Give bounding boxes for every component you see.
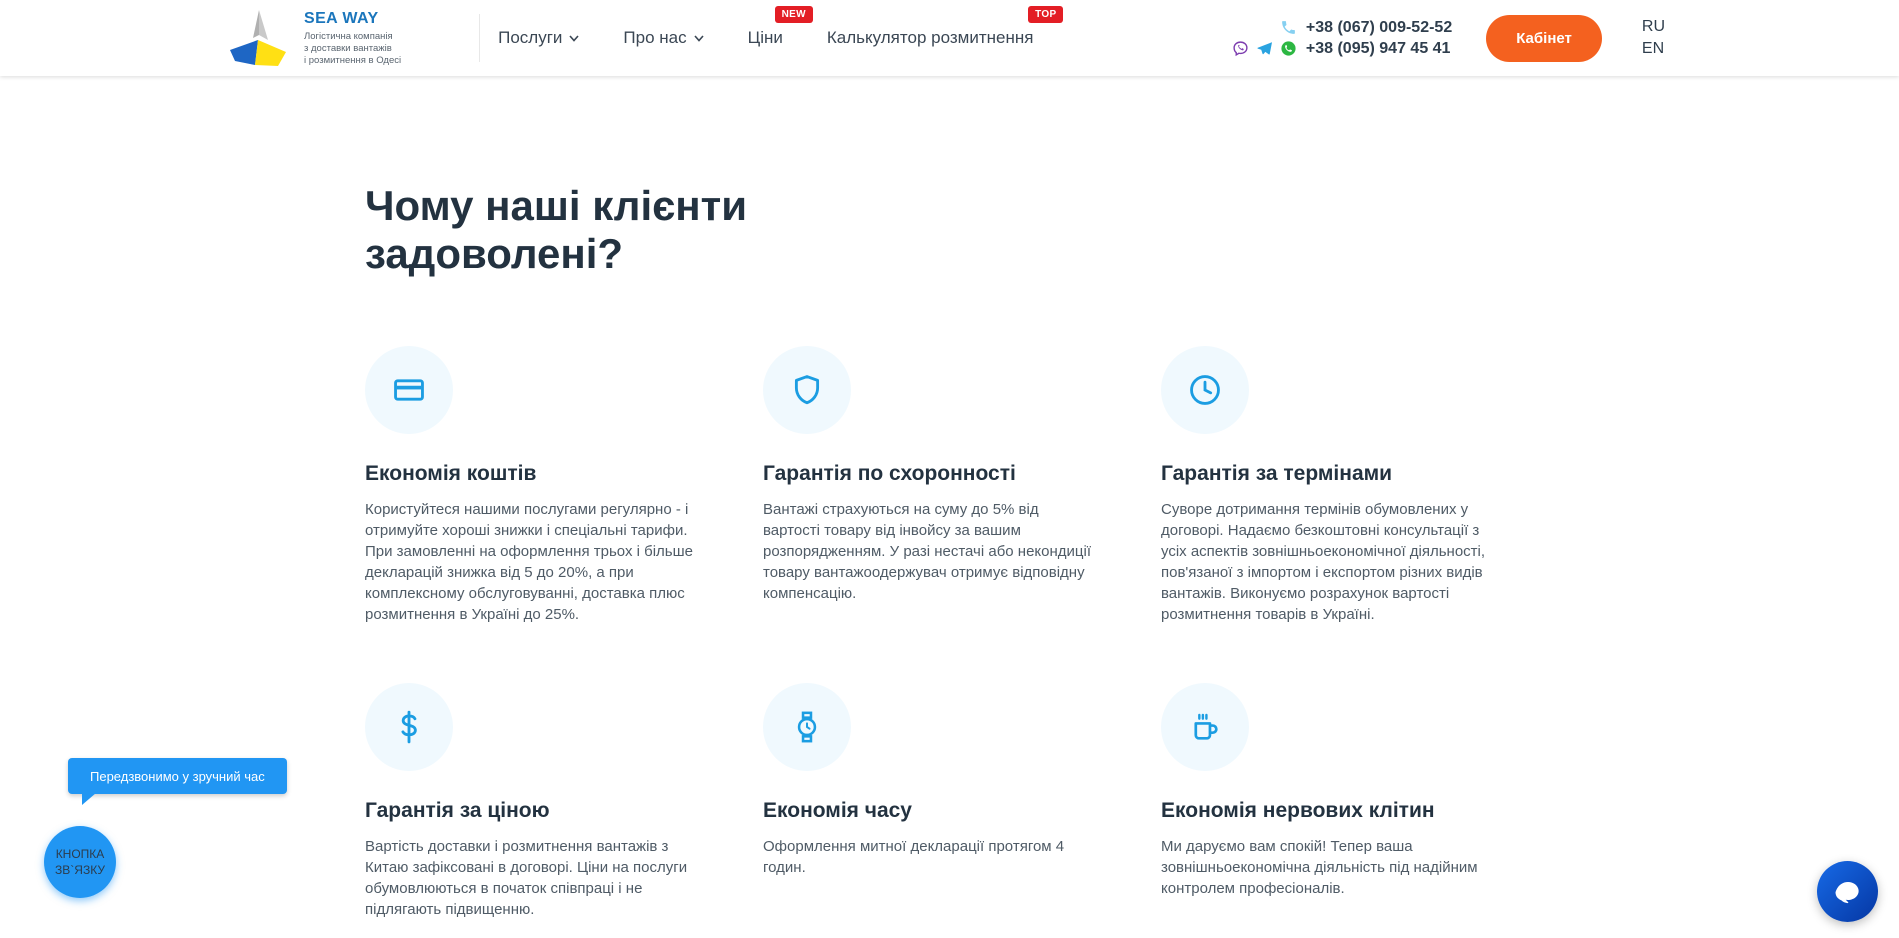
icon-circle (763, 683, 851, 771)
benefit-card-time-saving (763, 683, 1095, 920)
viber-icon[interactable] (1232, 40, 1249, 57)
card-title: Гарантія за термінами (1161, 462, 1393, 485)
card-text: Вартість доставки і розмитнення вантажів з Китаю зафіксовані в договорі. Ціни на послуги обумовлюються в початок співпраці і не підлягають підвищенню. (365, 838, 688, 918)
benefits-grid (365, 346, 1505, 920)
icon-circle (1161, 683, 1249, 771)
chat-button[interactable] (1817, 861, 1878, 922)
nav-item-label: Послуги (498, 28, 563, 47)
logo-tagline-line: з доставки вантажів (304, 42, 392, 54)
nav-item-services[interactable] (498, 28, 579, 48)
card-text: Користуйтеся нашими послугами регулярно - і отримуйте хороші знижки і спеціальні тарифи. При замовленні на оформлення трьох і більше декларацій знижка від 5 до 20%, а при комплексному обслуговуванні, доставка плюс розмитнення в Україні до 25%. (365, 501, 693, 623)
logo-tagline-line: і розмитнення в Одесі (304, 54, 402, 66)
icon-circle (1161, 346, 1249, 434)
chevron-down-icon (694, 35, 704, 42)
nav-item-label: Калькулятор розмитнення (826, 28, 1034, 47)
watch-icon (790, 710, 824, 744)
cabinet-button[interactable]: Кабінет (1486, 15, 1602, 62)
nav-item-about[interactable] (623, 28, 703, 48)
phone-number-1[interactable]: +38 (067) 009-52-52 (1305, 18, 1453, 36)
card-title: Економія часу (763, 799, 912, 822)
card-text: Ми даруємо вам спокій! Тепер ваша зовнішньоекономічна діяльність під надійним контролем професіоналів. (1161, 838, 1478, 897)
paper-boat-logo-icon (228, 9, 290, 67)
icon-circle (365, 346, 453, 434)
phone-number-2[interactable]: +38 (095) 947 45 41 (1305, 39, 1451, 57)
benefit-card-nerves-saving (1161, 683, 1493, 920)
phones-block (1228, 19, 1452, 58)
top-badge: TOP (1028, 6, 1063, 23)
main-nav (498, 9, 1057, 48)
card-title: Гарантія по схоронності (763, 462, 1016, 485)
card-text: Оформлення митної декларації протягом 4 годин. (763, 838, 1065, 876)
nav-item-prices[interactable] (747, 9, 806, 48)
card-text: Суворе дотримання термінів обумовлених у договорі. Надаємо безкоштовні консультації з усіх аспектів зовнішньоекономічної діяльності, пов'язаної з імпортом і експортом різних видів вантажів. Виконуємо розрахунок вартості розмитнення товарів в Україні. (1161, 501, 1486, 623)
chat-bubble-icon (1833, 877, 1863, 907)
logo-tagline (304, 31, 401, 67)
nav-item-customs-calculator[interactable] (826, 9, 1057, 48)
callback-button-label-line1: КНОПКА (55, 847, 105, 861)
lang-ru[interactable]: RU (1641, 18, 1665, 35)
card-title: Економія коштів (365, 462, 537, 485)
whatsapp-icon[interactable] (1280, 40, 1297, 57)
icon-circle (365, 683, 453, 771)
card-title: Гарантія за ціною (365, 799, 550, 822)
benefit-card-terms-guarantee (1161, 346, 1493, 625)
benefit-card-safety-guarantee (763, 346, 1095, 625)
coffee-mug-icon (1188, 710, 1222, 744)
callback-tooltip: Передзвонимо у зручний час (68, 758, 287, 794)
nav-item-label: Ціни (747, 28, 783, 47)
telegram-icon[interactable] (1256, 40, 1273, 57)
language-switcher (1642, 16, 1665, 60)
credit-card-icon (392, 373, 426, 407)
header-right (1228, 15, 1665, 62)
page-title: Чому наші клієнти задоволені? (365, 182, 748, 277)
card-text: Вантажі страхуються на суму до 5% від вартості товару від інвойсу за вашим розпорядженням. У разі нестачі або некондиції товару вантажоодержувач отримує відповідну компенсацію. (763, 501, 1092, 602)
callback-button[interactable] (44, 826, 116, 898)
clock-icon (1188, 373, 1222, 407)
benefit-card-money-saving (365, 346, 697, 625)
benefit-card-price-guarantee (365, 683, 697, 920)
nav-item-label: Про нас (623, 28, 687, 47)
new-badge: NEW (775, 6, 813, 23)
phone-icon-cell (1228, 19, 1306, 36)
logo-title: SEA WAY (304, 9, 379, 27)
messenger-icons (1228, 40, 1306, 57)
phone-icon (1280, 19, 1297, 36)
card-title: Економія нервових клітин (1161, 799, 1435, 822)
logo[interactable] (228, 9, 401, 67)
lang-en[interactable]: EN (1641, 40, 1665, 57)
icon-circle (763, 346, 851, 434)
dollar-icon (392, 710, 426, 744)
callback-button-label-line2: ЗВ`ЯЗКУ (55, 863, 105, 877)
shield-icon (790, 373, 824, 407)
chevron-down-icon (569, 35, 579, 42)
header-divider (479, 14, 480, 62)
site-header (0, 0, 1899, 76)
logo-tagline-line: Логістична компанія (304, 30, 393, 42)
